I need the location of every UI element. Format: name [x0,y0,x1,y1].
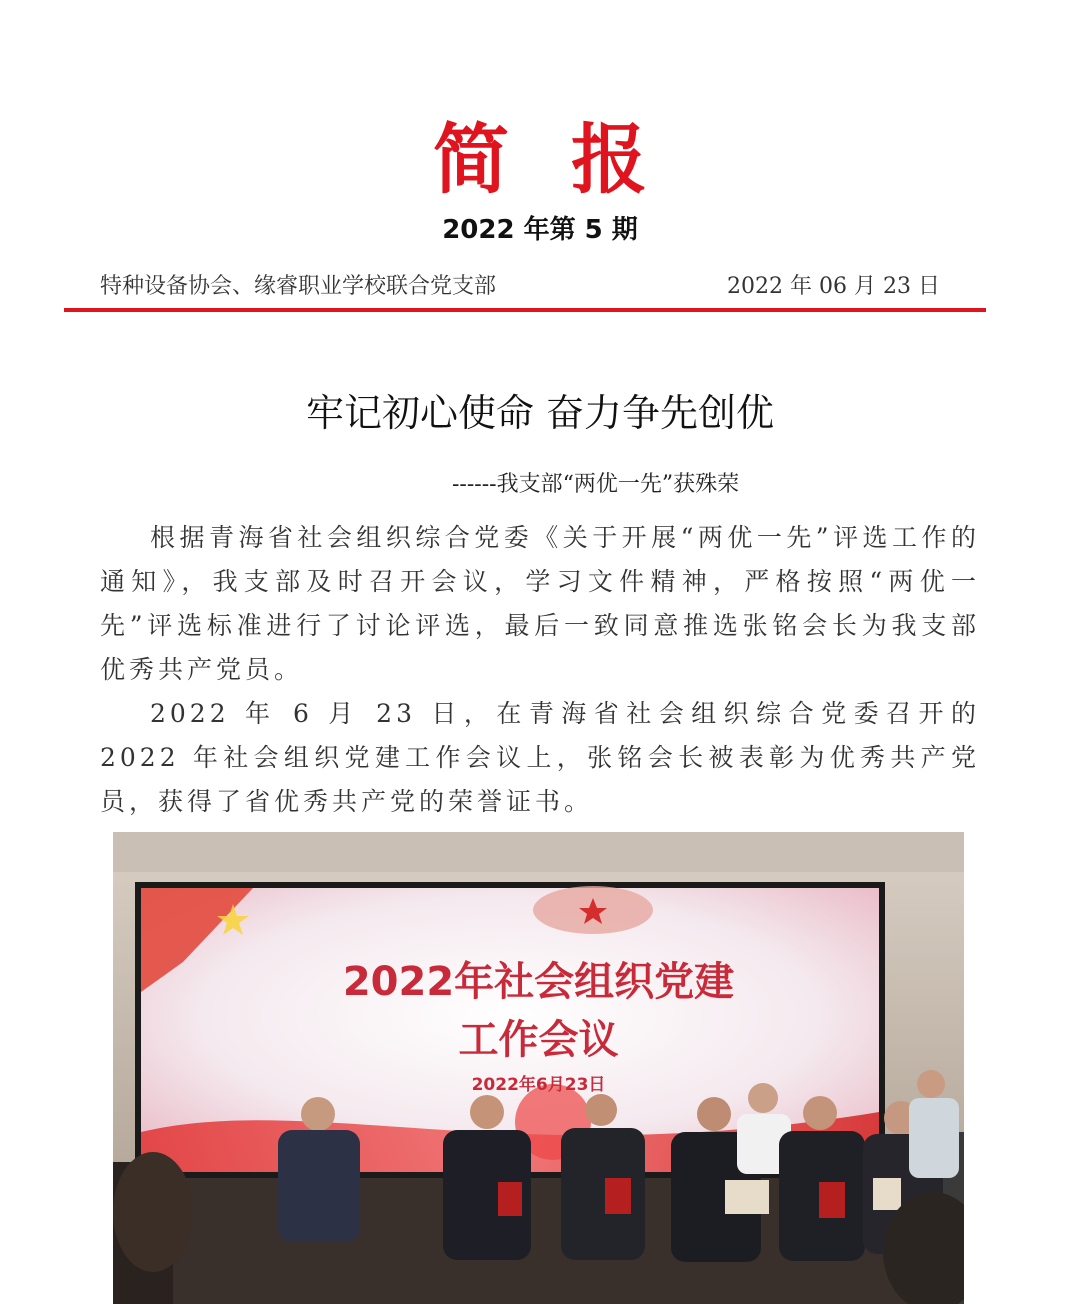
red-divider [64,308,986,312]
event-photo [113,832,964,1304]
paragraph-1: 根据青海省社会组织综合党委《关于开展“两优一先”评选工作的通知》，我支部及时召开会议，学习文件精神，严格按照“两优一先”评选标准进行了讨论评选，最后一致同意推选张铭会长为我支部优秀共产党员。 [100,523,980,684]
screen-date: 2022年6月23日 [471,1075,606,1095]
organization-name: 特种设备协会、缘睿职业学校联合党支部 [100,274,497,299]
masthead-title: 简报 [433,115,709,204]
screen-title-line1: 2022年社会组织党建 [342,959,735,1005]
article-body [100,516,980,824]
article-headline: 牢记初心使命 奋力争先创优 [305,391,775,435]
issue-number: 2022 年第 5 期 [442,215,638,245]
publish-date: 2022 年 06 月 23 日 [727,274,940,299]
org-line [100,272,940,302]
paragraph-2: 2022 年 6 月 23 日，在青海省社会组织综合党委召开的 2022 年社会组织党建工作会议上，张铭会长被表彰为优秀共产党员，获得了省优秀共产党的荣誉证书。 [100,699,980,816]
photo-scene [113,832,964,1304]
article-subheadline: ------我支部“两优一先”获殊荣 [452,472,740,497]
screen-title-line2: 工作会议 [458,1017,619,1063]
